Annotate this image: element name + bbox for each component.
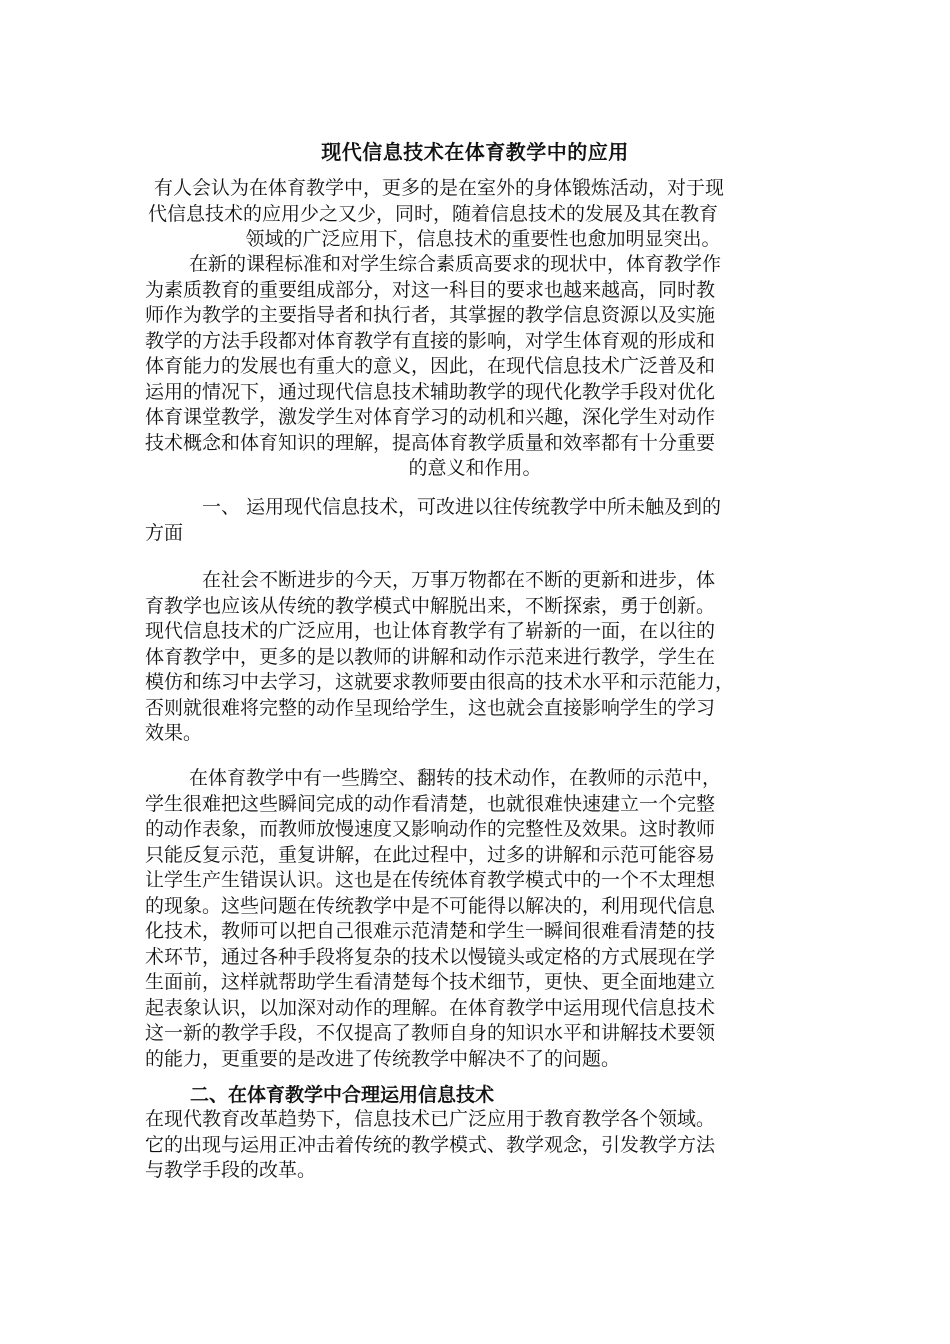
heading-line: 一、 运用现代信息技术，可改进以往传统教学中所未触及到的: [202, 496, 722, 518]
paragraph-line: 体育课堂教学，激发学生对体育学习的动机和兴趣，深化学生对动作: [145, 406, 716, 428]
paragraph-demonstration: [145, 766, 825, 1072]
paragraph-line: 化技术，教师可以把自己很难示范清楚和学生一瞬间很难看清楚的技: [145, 920, 716, 942]
paragraph-line: 它的出现与运用正冲击着传统的教学模式、教学观念，引发教学方法: [145, 1133, 716, 1156]
paragraph-line: 的动作表象，而教师放慢速度又影响动作的完整性及效果。这时教师: [145, 818, 716, 840]
paragraph-line: 学生很难把这些瞬间完成的动作看清楚，也就很难快速建立一个完整: [145, 792, 716, 815]
paragraph-line: 在新的课程标准和对学生综合素质高要求的现状中，体育教学作: [189, 253, 722, 275]
paragraph-line: 在现代教育改革趋势下，信息技术已广泛应用于教育教学各个领域。: [145, 1108, 716, 1130]
intro-line: 代信息技术的应用少之又少，同时，随着信息技术的发展及其在教育: [148, 202, 719, 225]
paragraph-line: 的现象。这些问题在传统教学中是不可能得以解决的，利用现代信息: [145, 894, 716, 917]
paragraph-line: 术环节，通过各种手段将复杂的技术以慢镜头或定格的方式展现在学: [145, 945, 716, 968]
paragraph-line: 在社会不断进步的今天，万事万物都在不断的更新和进步，体: [202, 569, 716, 591]
paragraph-line: 的能力，更重要的是改进了传统教学中解决不了的问题。: [145, 1047, 621, 1070]
paragraph-line: 在体育教学中有一些腾空、翻转的技术动作，在教师的示范中，: [189, 767, 722, 789]
intro-line: 领域的广泛应用下，信息技术的重要性也愈加明显突出。: [245, 228, 721, 250]
paragraph-line: 育教学也应该从传统的教学模式中解脱出来，不断探索，勇于创新。: [145, 594, 716, 617]
paragraph-context: [145, 252, 825, 482]
paragraph-line: 技术概念和体育知识的理解，提高体育教学质量和效率都有十分重要: [145, 431, 716, 454]
paragraph-reform: [145, 1107, 825, 1184]
paragraph-line: 的意义和作用。: [408, 457, 542, 479]
paragraph-line: 师作为教学的主要指导者和执行者，其掌握的教学信息资源以及实施: [145, 304, 716, 326]
paragraph-line: 否则就很难将完整的动作呈现给学生，这也就会直接影响学生的学习: [145, 696, 716, 719]
intro-paragraph: [148, 176, 828, 253]
paragraph-line: 现代信息技术的广泛应用，也让体育教学有了崭新的一面，在以往的: [145, 620, 716, 642]
paragraph-line: 让学生产生错误认识。这也是在传统体育教学模式中的一个不太理想: [145, 869, 716, 891]
heading-line: 方面: [145, 521, 184, 544]
paragraph-line: 为素质教育的重要组成部分，对这一科目的要求也越来越高，同时教: [145, 278, 716, 301]
paragraph-line: 生面前，这样就帮助学生看清楚每个技术细节，更快、更全面地建立: [145, 971, 716, 993]
paragraph-line: 这一新的教学手段，不仅提高了教师自身的知识水平和讲解技术要领: [145, 1022, 716, 1044]
section-heading-1: [145, 495, 825, 546]
document-title: 现代信息技术在体育教学中的应用: [321, 140, 629, 164]
paragraph-line: 体育能力的发展也有重大的意义，因此，在现代信息技术广泛普及和: [145, 355, 716, 377]
paragraph-line: 运用的情况下，通过现代信息技术辅助教学的现代化教学手段对优化: [145, 380, 716, 403]
section-heading-2: 二、在体育教学中合理运用信息技术: [190, 1084, 495, 1106]
paragraph-innovation: [145, 568, 825, 747]
paragraph-line: 效果。: [145, 722, 203, 744]
intro-line: 有人会认为在体育教学中，更多的是在室外的身体锻炼活动，对于现: [154, 177, 725, 199]
paragraph-line: 起表象认识，以加深对动作的理解。在体育教学中运用现代信息技术: [145, 996, 716, 1019]
paragraph-line: 模仿和练习中去学习，这就要求教师要由很高的技术水平和示范能力，: [145, 671, 735, 693]
paragraph-line: 只能反复示范，重复讲解，在此过程中，过多的讲解和示范可能容易: [145, 843, 716, 866]
paragraph-line: 体育教学中，更多的是以教师的讲解和动作示范来进行教学，学生在: [145, 645, 716, 668]
paragraph-line: 教学的方法手段都对体育教学有直接的影响，对学生体育观的形成和: [145, 329, 716, 352]
paragraph-line: 与教学手段的改革。: [145, 1159, 317, 1181]
